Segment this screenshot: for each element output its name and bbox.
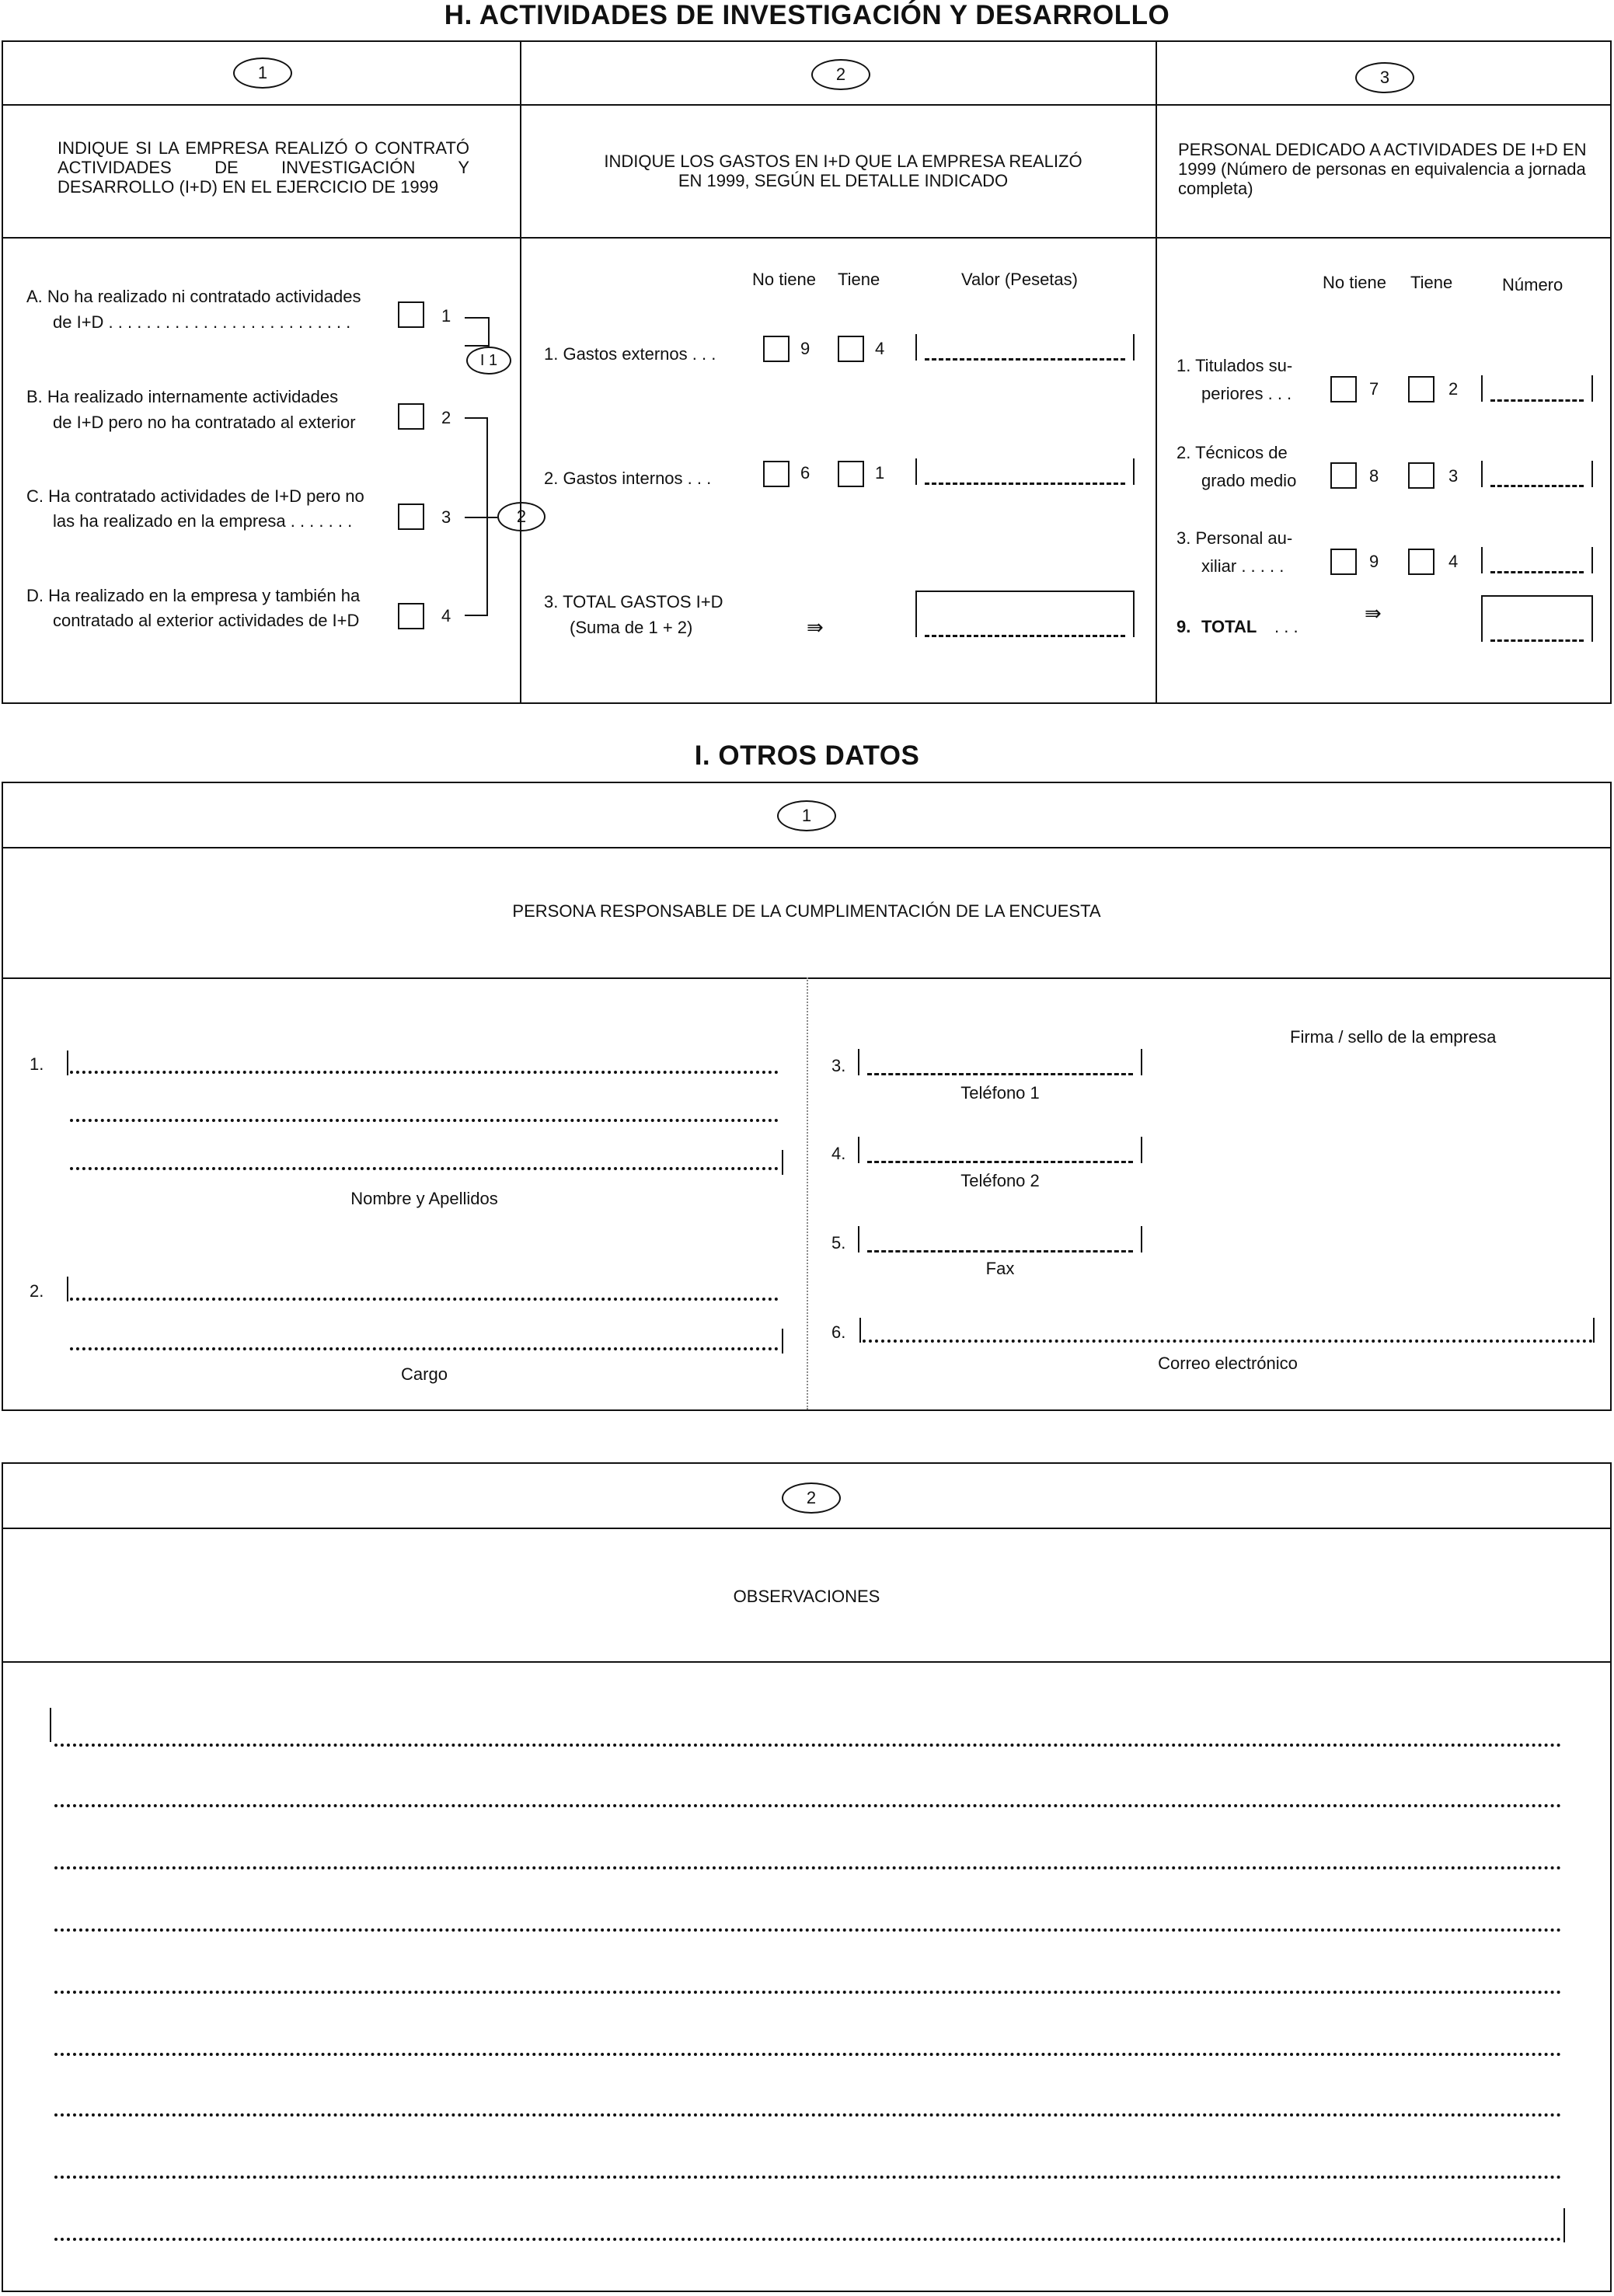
personal-total-number: 9. — [1177, 617, 1191, 636]
option-a-checkbox[interactable] — [398, 301, 424, 328]
col2-header: INDIQUE LOS GASTOS EN I+D QUE LA EMPRESA REALIZÓ EN 1999, SEGÚN EL DETALLE INDICADO — [604, 152, 1082, 190]
tecnicos-no-code: 8 — [1369, 466, 1379, 486]
email-field[interactable] — [863, 1340, 1593, 1343]
name-caption: Nombre y Apellidos — [350, 1189, 498, 1208]
gastos-internos-value-field[interactable] — [915, 458, 1135, 485]
titulados-line2: periores . . . — [1201, 384, 1292, 403]
gastos-externos-no-checkbox[interactable] — [763, 336, 790, 362]
auxiliar-line2: xiliar . . . . . — [1201, 556, 1285, 576]
observaciones-end — [1563, 2208, 1565, 2242]
col2-number: 2 — [811, 59, 870, 90]
tecnicos-si-code: 3 — [1448, 466, 1459, 486]
observaciones-start — [50, 1708, 51, 1742]
observaciones-line-1[interactable] — [54, 1744, 1562, 1747]
observaciones-line-2[interactable] — [54, 1804, 1562, 1807]
option-d-line2: contratado al exterior actividades de I+D — [53, 611, 360, 630]
block1-center-divider — [807, 977, 808, 1409]
col1-number: 1 — [233, 57, 292, 89]
col3-number: 3 — [1355, 62, 1414, 93]
tecnicos-si-checkbox[interactable] — [1408, 462, 1434, 489]
block2-divider-1 — [2, 1528, 1612, 1529]
col2-no-tiene-header: No tiene — [752, 270, 816, 289]
col-divider-2 — [1156, 40, 1157, 704]
name-field-end — [782, 1150, 783, 1175]
option-c-checkbox[interactable] — [398, 503, 424, 530]
option-b-checkbox[interactable] — [398, 403, 424, 430]
personal-total-arrow-icon: ⇛ — [1365, 601, 1382, 625]
cargo-field-end — [782, 1329, 783, 1354]
option-a-code: 1 — [441, 306, 451, 326]
email-field-start — [859, 1318, 861, 1343]
option-b-line2: de I+D pero no ha contratado al exterior — [53, 413, 356, 432]
observaciones-line-3[interactable] — [54, 1866, 1562, 1869]
name-field-start — [67, 1050, 68, 1075]
firma-label: Firma / sello de la empresa — [1290, 1027, 1497, 1047]
option-d-code: 4 — [441, 606, 451, 625]
observaciones-line-4[interactable] — [54, 1928, 1562, 1932]
auxiliar-si-checkbox[interactable] — [1408, 549, 1434, 575]
block2-divider-2 — [2, 1661, 1612, 1663]
gastos-internos-label: 2. Gastos internos . . . — [544, 469, 712, 488]
cargo-caption: Cargo — [401, 1364, 448, 1384]
cargo-field-start — [67, 1277, 68, 1301]
option-b-code: 2 — [441, 408, 451, 427]
row-divider-1 — [2, 104, 1612, 106]
personal-total-label: TOTAL — [1201, 617, 1257, 636]
cargo-field-line1[interactable] — [70, 1298, 779, 1301]
gastos-internos-si-checkbox[interactable] — [838, 461, 864, 487]
item-4-number: 4. — [831, 1144, 846, 1163]
goto-bcd-oval: 2 — [497, 502, 546, 531]
name-field-line2[interactable] — [70, 1119, 779, 1122]
gastos-externos-no-code: 9 — [800, 339, 810, 358]
auxiliar-no-code: 9 — [1369, 552, 1379, 571]
block1-number: 1 — [777, 800, 836, 831]
col3-no-tiene-header: No tiene — [1323, 273, 1386, 292]
total-gastos-arrow-icon: ⇛ — [807, 615, 824, 639]
telefono1-caption: Teléfono 1 — [960, 1083, 1040, 1103]
total-gastos-line2: (Suma de 1 + 2) — [570, 618, 693, 637]
gastos-externos-value-field[interactable] — [915, 334, 1135, 361]
section-i-title: I. OTROS DATOS — [694, 740, 920, 771]
col2-tiene-header: Tiene — [838, 270, 880, 289]
cargo-field-line2[interactable] — [70, 1347, 779, 1350]
auxiliar-no-checkbox[interactable] — [1330, 549, 1357, 575]
gastos-internos-no-checkbox[interactable] — [763, 461, 790, 487]
observaciones-line-7[interactable] — [54, 2113, 1562, 2117]
auxiliar-number-field[interactable] — [1481, 547, 1593, 573]
section-h-title: H. ACTIVIDADES DE INVESTIGACIÓN Y DESARROLLO — [444, 0, 1170, 30]
observaciones-line-9[interactable] — [54, 2238, 1562, 2241]
option-c-code: 3 — [441, 507, 451, 527]
option-c-line1: C. Ha contratado actividades de I+D pero no — [26, 486, 364, 506]
tecnicos-no-checkbox[interactable] — [1330, 462, 1357, 489]
item-1-number: 1. — [30, 1054, 44, 1074]
block1-divider-1 — [2, 847, 1612, 848]
personal-total-dots: . . . — [1274, 617, 1299, 636]
titulados-si-code: 2 — [1448, 379, 1459, 399]
observaciones-line-6[interactable] — [54, 2053, 1562, 2056]
item-6-number: 6. — [831, 1322, 846, 1342]
item-3-number: 3. — [831, 1056, 846, 1075]
option-a-line1: A. No ha realizado ni contratado actividades — [26, 287, 361, 306]
titulados-si-checkbox[interactable] — [1408, 376, 1434, 402]
goto-a-connector — [465, 317, 490, 347]
item-2-number: 2. — [30, 1281, 44, 1301]
email-caption: Correo electrónico — [1158, 1354, 1298, 1373]
telefono2-field[interactable] — [858, 1137, 1142, 1163]
block2-number: 2 — [782, 1482, 841, 1514]
option-c-line2: las ha realizado en la empresa . . . . . . . — [53, 511, 353, 531]
col-divider-1 — [520, 40, 521, 704]
col2-valor-header: Valor (Pesetas) — [961, 270, 1078, 289]
item-5-number: 5. — [831, 1233, 846, 1253]
total-gastos-line1: 3. TOTAL GASTOS I+D — [544, 592, 723, 611]
tecnicos-line1: 2. Técnicos de — [1177, 443, 1288, 462]
option-a-line2: de I+D . . . . . . . . . . . . . . . . . . . . . . . . . . — [53, 312, 351, 332]
titulados-number-field[interactable] — [1481, 375, 1593, 402]
titulados-no-code: 7 — [1369, 379, 1379, 399]
goto-bcd-tick — [465, 517, 497, 518]
gastos-externos-si-code: 4 — [875, 339, 885, 358]
col3-header: PERSONAL DEDICADO A ACTIVIDADES DE I+D EN 1999 (Número de personas en equivalencia a jornada completa) — [1178, 140, 1587, 198]
row-divider-2 — [2, 237, 1612, 239]
auxiliar-si-code: 4 — [1448, 552, 1459, 571]
option-d-line1: D. Ha realizado en la empresa y también ha — [26, 586, 361, 605]
auxiliar-line1: 3. Personal au- — [1177, 528, 1293, 548]
telefono2-caption: Teléfono 2 — [960, 1171, 1040, 1190]
gastos-externos-si-checkbox[interactable] — [838, 336, 864, 362]
email-field-end — [1593, 1318, 1595, 1343]
block1-header: PERSONA RESPONSABLE DE LA CUMPLIMENTACIÓN DE LA ENCUESTA — [512, 901, 1101, 921]
gastos-internos-si-code: 1 — [875, 463, 885, 483]
col1-header: INDIQUE SI LA EMPRESA REALIZÓ O CONTRATÓ ACTIVIDADES DE INVESTIGACIÓN Y DESARROLLO (I+D) EN EL EJERCICIO DE 1999 — [58, 138, 469, 197]
observaciones-line-5[interactable] — [54, 1991, 1562, 1994]
option-b-line1: B. Ha realizado internamente actividades — [26, 387, 339, 406]
titulados-no-checkbox[interactable] — [1330, 376, 1357, 402]
fax-field[interactable] — [858, 1226, 1142, 1253]
col3-numero-header: Número — [1502, 275, 1563, 294]
tecnicos-line2: grado medio — [1201, 471, 1297, 490]
option-d-checkbox[interactable] — [398, 603, 424, 629]
personal-total-field[interactable] — [1481, 595, 1593, 642]
col3-tiene-header: Tiene — [1410, 273, 1453, 292]
gastos-externos-label: 1. Gastos externos . . . — [544, 344, 716, 364]
name-field-line3[interactable] — [70, 1167, 779, 1170]
telefono1-field[interactable] — [858, 1049, 1142, 1075]
tecnicos-number-field[interactable] — [1481, 461, 1593, 487]
fax-caption: Fax — [985, 1259, 1015, 1278]
titulados-line1: 1. Titulados su- — [1177, 356, 1293, 375]
observaciones-line-8[interactable] — [54, 2176, 1562, 2179]
gastos-internos-no-code: 6 — [800, 463, 810, 483]
name-field-line1[interactable] — [70, 1071, 779, 1074]
observaciones-header: OBSERVACIONES — [733, 1587, 880, 1606]
goto-a-oval: I 1 — [466, 347, 511, 375]
total-gastos-value-field[interactable] — [915, 591, 1135, 637]
